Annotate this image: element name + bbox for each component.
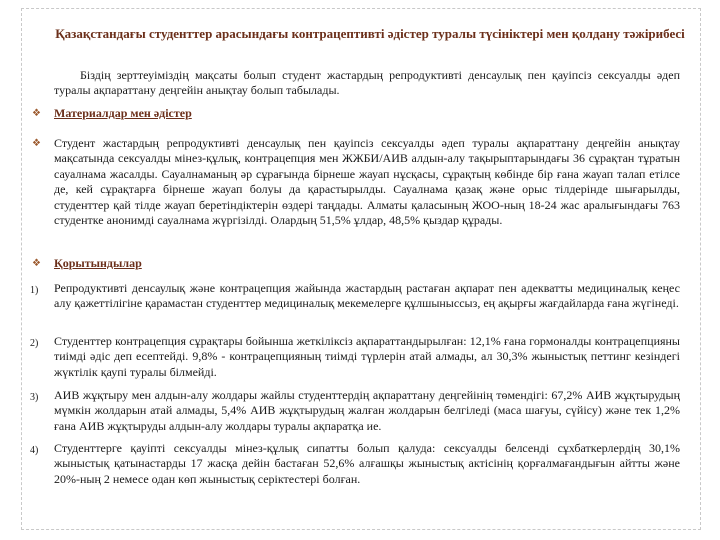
result-item-1: Репродуктивті денсаулық және контрацепция жайында жастардың растаған ақпарат пен адекватты медициналық кеңес алу қажеттілігіне қарамастан студенттер медициналық мекемелерге құлшыныссыз, ең ақырғы жағдайларда ғана жүгінеді. — [54, 281, 680, 311]
intro-paragraph: Біздің зерттеуіміздің мақсаты болып студент жастардың репродуктивті денсаулық пен қауіпсіз сексуалды әдеп туралы ақпараттану деңгейін анықтау болып табылады. — [54, 68, 680, 98]
result-number: 2) — [30, 338, 39, 349]
materials-heading — [54, 106, 680, 121]
bullet-diamond-icon: ❖ — [32, 258, 41, 269]
results-heading — [54, 256, 680, 271]
result-item-3: АИВ жұқтыру мен алдын-алу жолдары жайлы студенттердің ақпараттану деңгейінің төмендігі: 67,2% АИВ жұқтырудың мүмкін жолдарын атай алмады, 5,4% АИВ жұқтырудың жалған жолдарын белгіледі (маса шағуы, сүйісу) және тек 1,2% ғана АИВ жұқтыруды алдын-алу жолдары туралы ақпаратқа ие. — [54, 388, 680, 433]
slide-title: Қазақстандағы студенттер арасындағы контрацептивті әдістер туралы түсініктері мен қолдану тәжірибесі — [55, 26, 685, 41]
bullet-diamond-icon: ❖ — [32, 138, 41, 149]
result-item-4: Студенттерге қауіпті сексуалды мінез-құлық сипатты болып қалуда: сексуалды белсенді сұхбаткерлердің 30,1% жыныстық қатынастарды 17 жасқа дейін бастаған 52,6% алғашқы жыныстық актісінің қорғалмағандығын айтты және 20%-ның 2 немесе одан көп жыныстық серіктестері болған. — [54, 441, 680, 486]
result-number: 1) — [30, 285, 39, 296]
results-heading-text: Қорытындылар — [54, 256, 142, 270]
result-number: 3) — [30, 392, 39, 403]
materials-heading-text: Материалдар мен әдістер — [54, 106, 192, 120]
result-number: 4) — [30, 445, 39, 456]
methods-paragraph: Студент жастардың репродуктивті денсаулық пен қауіпсіз сексуалды әдеп туралы ақпараттану деңгейін анықтау мақсатында сексуалды мінез-құлық, контрацепция мен ЖЖБИ/АИВ алдын-алу тақырыптарындағы 36 сұрақтан тұратын сауалнама жасалды. Сауалнаманың әр сұрағында бірнеше жауап нұсқасы, сұрақтың көбінде бір ғана жауап талап етілсе де, кей сұрақтарға бірнеше жауап болуы да қарастырылды. Сауалнама қазақ және орыс тілдерінде шығарылды, студенттер қай тілде жауап беретіндіктерін өздері таңдады. Алматы қаласының ЖОО-ның 18-24 жас аралығындағы 763 студентке анонимді сауалнама жүргізілді. Олардың 51,5% ұлдар, 48,5% қыздар құрады. — [54, 136, 680, 228]
result-item-2: Студенттер контрацепция сұрақтары бойынша жеткіліксіз ақпараттандырылған: 12,1% ғана гормоналды контрацепцияны тиімді әдіс деп есептейді. 9,8% - контрацепцияның тиімді түрлерін атай алмады, ал 30,3% жыныстық петтинг кезіндегі жүктілік қаупі туралы білмейді. — [54, 334, 680, 379]
bullet-diamond-icon: ❖ — [32, 108, 41, 119]
